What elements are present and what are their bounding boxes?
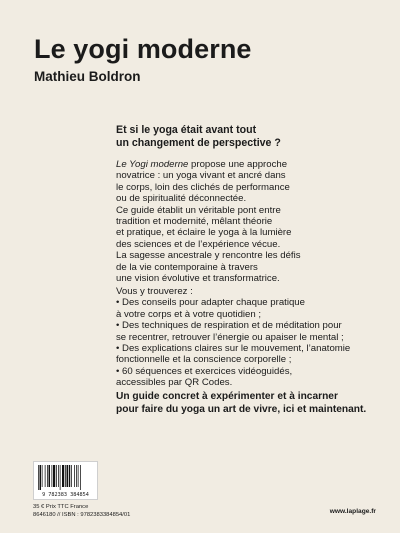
barcode-bar	[76, 465, 77, 487]
list-item: accessibles par QR Codes.	[116, 377, 233, 389]
description-line: La sagesse ancestrale y rencontre les défis	[116, 250, 301, 262]
hook-line: un changement de perspective ?	[116, 137, 281, 150]
barcode-bar	[71, 465, 72, 487]
list-item: • Des conseils pour adapter chaque pratique	[116, 297, 305, 309]
closing-statement	[116, 391, 376, 417]
author-name: Mathieu Boldron	[34, 69, 141, 84]
barcode-bar	[52, 465, 53, 487]
description-line: ou de spiritualité déconnectée.	[116, 193, 247, 205]
description-line: de la vie contemporaine à travers	[116, 261, 258, 273]
barcode-bar	[67, 465, 69, 487]
description-line: une vision évolutive et transformatrice.	[116, 273, 280, 285]
barcode-bar	[60, 465, 61, 490]
description-line: et pratique, et éclaire le yoga à la lumière	[116, 227, 292, 239]
barcode-bar	[65, 465, 66, 487]
barcode-bar	[69, 465, 71, 487]
publisher-website: www.laplage.fr	[329, 508, 376, 515]
description-line: novatrice : un yoga vivant et ancré dans	[116, 170, 286, 182]
barcode-bar	[58, 465, 59, 487]
description-line: le corps, loin des clichés de performance	[116, 181, 290, 193]
list-item: à votre corps et à votre quotidien ;	[116, 308, 262, 320]
list-item: fonctionnelle et la conscience corporelle ;	[116, 354, 292, 366]
barcode-bar	[45, 465, 46, 487]
barcode-bar	[42, 465, 43, 487]
barcode-bar	[78, 465, 79, 487]
isbn-barcode	[33, 461, 98, 500]
book-title: Le yogi moderne	[34, 34, 252, 64]
barcode-bars	[38, 465, 93, 490]
price-label: 35 € Prix TTC France	[33, 504, 89, 510]
description-line-rest: propose une approche	[188, 159, 288, 170]
description-line: tradition et modernité, mêlant théorie	[116, 216, 273, 228]
barcode-bar	[49, 465, 51, 487]
price-isbn-block	[33, 503, 130, 519]
list-item: • Des explications claires sur le mouvement, l’anatomie	[116, 343, 351, 355]
barcode-bar	[40, 465, 42, 490]
description-line: Ce guide établit un véritable pont entre	[116, 204, 281, 216]
barcode-bar	[53, 465, 55, 487]
barcode-bar	[74, 465, 75, 487]
barcode-bar	[56, 465, 57, 487]
list-item: Vous y trouverez :	[116, 286, 193, 297]
barcode-digits: 9 782383 384854	[42, 492, 89, 498]
list-item: • 60 séquences et exercices vidéoguidés,	[116, 365, 293, 377]
list-item: • Des techniques de respiration et de méditation pour	[116, 320, 342, 332]
book-title-italic: Le Yogi moderne	[116, 159, 189, 170]
barcode-bar	[62, 465, 64, 487]
description-line	[116, 159, 376, 170]
closing-line: pour faire du yoga un art de vivre, ici et maintenant.	[116, 403, 367, 415]
description-line: des sciences et de l’expérience vécue.	[116, 238, 281, 250]
barcode-bar	[38, 465, 39, 490]
description-paragraph	[116, 159, 376, 284]
barcode-bar	[80, 465, 81, 490]
hook-line: Et si le yoga était avant tout	[116, 124, 257, 136]
hook-question	[116, 124, 376, 150]
list-item: se recentrer, retrouver l’énergie ou apaiser le mental ;	[116, 331, 344, 343]
isbn-label: 8646180 // ISBN : 9782383384854/01	[33, 512, 131, 518]
contents-list	[116, 286, 376, 389]
barcode-bar	[47, 465, 48, 487]
closing-line: Un guide concret à expérimenter et à incarner	[116, 391, 338, 402]
